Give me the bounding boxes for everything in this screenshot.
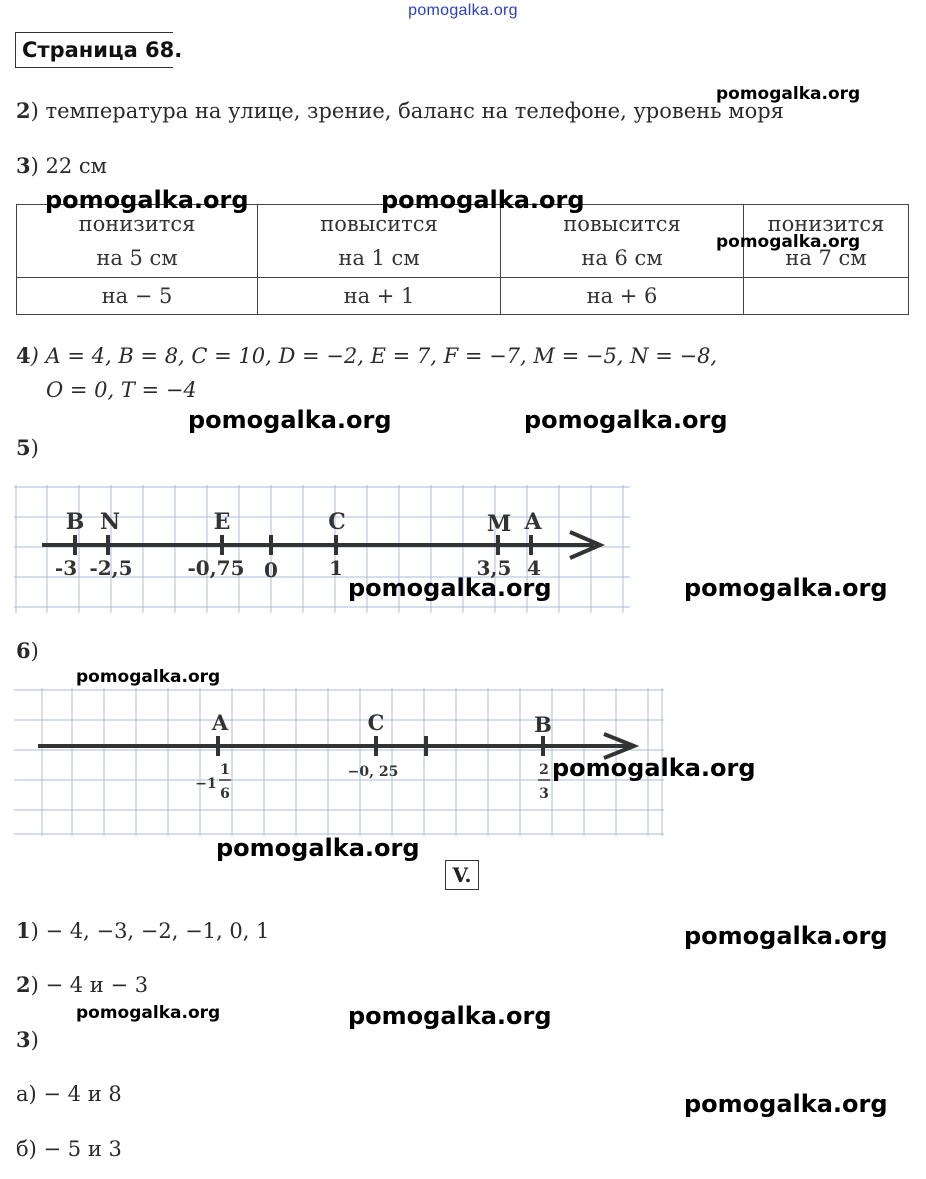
table-cell: повысится на 6 см — [501, 205, 744, 278]
point-label: A — [524, 509, 542, 535]
point-label: E — [213, 509, 231, 535]
watermark: pomogalka.org — [76, 667, 221, 687]
task-text: ) температура на улице, зрение, баланс на телефоне, уровень моря — [30, 99, 784, 123]
watermark-top: pomogalka.org — [408, 2, 518, 19]
table-cell: на + 6 — [501, 278, 744, 315]
answer-table — [16, 204, 909, 315]
tick-label: 2 — [539, 762, 549, 778]
page-title: Страница 68. — [15, 32, 173, 68]
tick-label: 1 — [220, 762, 230, 778]
task-text: ) 22 см — [30, 154, 107, 178]
watermark: pomogalka.org — [216, 834, 420, 862]
task-text: ) − 4, −3, −2, −1, 0, 1 — [30, 919, 270, 943]
subtask-label: а) — [16, 1082, 37, 1106]
watermark: pomogalka.org — [348, 574, 552, 602]
tick-label: 6 — [220, 786, 230, 802]
watermark: pomogalka.org — [552, 754, 756, 782]
task-number: 3 — [16, 1027, 31, 1052]
watermark: pomogalka.org — [381, 186, 585, 214]
section-number: V. — [445, 860, 479, 890]
point-label: B — [534, 712, 552, 737]
point-label: A — [211, 710, 229, 735]
watermark: pomogalka.org — [45, 186, 249, 214]
watermark: pomogalka.org — [76, 1003, 221, 1023]
subtask-label: б) — [16, 1137, 37, 1161]
section-v-task-3a — [16, 1082, 122, 1106]
tick-label: −0, 25 — [347, 764, 399, 780]
watermark: pomogalka.org — [716, 84, 861, 104]
tick-label: -0,75 — [187, 556, 245, 580]
task-5: 5) — [16, 435, 39, 460]
section-v-task-2 — [16, 972, 148, 997]
watermark: pomogalka.org — [684, 922, 888, 950]
tick-label: 1 — [329, 556, 343, 580]
table-cell: на − 5 — [17, 278, 258, 315]
tick-label: 3,5 — [476, 556, 512, 580]
watermark: pomogalka.org — [348, 1002, 552, 1030]
section-v-task-3b — [16, 1137, 122, 1161]
point-label: C — [367, 710, 385, 735]
task-text: − 4 и 8 — [36, 1082, 122, 1106]
task-text: ) − 4 и − 3 — [30, 973, 149, 997]
task-4-line2: O = 0, T = −4 — [46, 378, 197, 402]
task-number: 6 — [16, 638, 31, 663]
table-cell — [744, 278, 909, 315]
table-row — [17, 278, 909, 315]
table-cell: на + 1 — [258, 278, 501, 315]
section-v-task-3: 3) — [16, 1027, 39, 1052]
task-4 — [16, 343, 717, 368]
task-text: − 5 и 3 — [36, 1137, 122, 1161]
task-number: 4 — [16, 343, 31, 368]
watermark: pomogalka.org — [188, 406, 392, 434]
tick-label: 3 — [539, 786, 549, 802]
task-number: 3 — [16, 153, 31, 178]
watermark: pomogalka.org — [524, 406, 728, 434]
watermark: pomogalka.org — [684, 1090, 888, 1118]
task-3 — [16, 153, 107, 178]
task-number: 2 — [16, 98, 31, 123]
point-label: N — [99, 509, 121, 535]
table-cell: повысится на 1 см — [258, 205, 501, 278]
task-number: 5 — [16, 435, 31, 460]
section-v-task-1 — [16, 918, 269, 943]
table-cell: понизится на 5 см — [17, 205, 258, 278]
tick-label: -2,5 — [89, 556, 133, 580]
table-cell: понизится на 7 см — [744, 205, 909, 278]
tick-label: −1 — [195, 776, 217, 792]
task-number: 1 — [16, 918, 31, 943]
point-label: B — [65, 509, 85, 535]
tick-label: -3 — [54, 556, 78, 580]
watermark: pomogalka.org — [684, 574, 888, 602]
task-6: 6) — [16, 638, 39, 663]
task-2 — [16, 98, 784, 123]
task-text: ) A = 4, B = 8, C = 10, D = −2, E = 7, F = −7, M = −5, N = −8, — [30, 344, 718, 368]
point-label: M — [486, 511, 512, 537]
point-label: C — [328, 509, 346, 535]
task-number: 2 — [16, 972, 31, 997]
watermark: pomogalka.org — [716, 232, 861, 252]
tick-label: 0 — [264, 558, 278, 582]
tick-label: 4 — [527, 556, 541, 580]
